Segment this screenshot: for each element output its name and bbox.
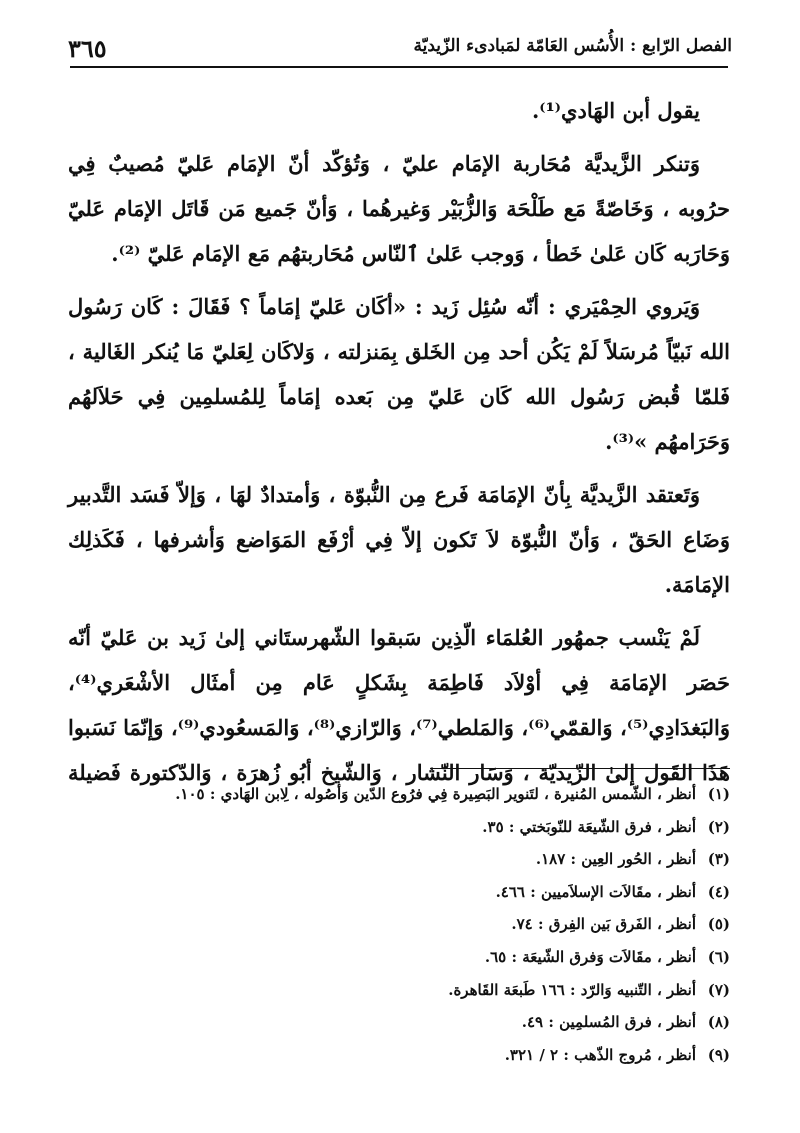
footnote bbox=[68, 778, 730, 811]
footnote-text: أنظر ، الحُور العِين : ١٨٧. bbox=[535, 850, 696, 869]
footnotes bbox=[68, 778, 730, 1071]
footnote-text: أنظر ، التّنبيه وَالرّد : ١٦٦ طَبعَة القَاهرة. bbox=[448, 980, 696, 999]
footnote-text: أنظر ، مُروج الذّهب : ٢ / ٣٢١. bbox=[504, 1045, 696, 1064]
main-text bbox=[68, 88, 730, 795]
footnote-text: أنظر ، فرق المُسلمِين : ٤٩. bbox=[521, 1013, 696, 1032]
footnote-text: أنظر ، مقَالاَت وَفرق الشّيعَة : ٦٥. bbox=[484, 947, 696, 966]
footnote-number: (٧) bbox=[707, 980, 730, 999]
footnote-text: أنظر ، الشّمس المُنيرة ، لتَنوير البَصِيرة فِي فرُوع الدّين وَأصُوله ، لِابن الهَادي : ١٠٥. bbox=[175, 785, 696, 803]
footnote bbox=[68, 843, 730, 876]
page-number: ٣٦٥ bbox=[68, 34, 107, 63]
footnote bbox=[68, 974, 730, 1007]
paragraph: لَمْ يَنْسب جمهُور العُلمَاء الّذِين سَبقوا الشّهرستَاني إلىٰ زَيد بن عَليّ أنّه حَصَر الإمَامَة فِي أوْلاَد فَاطِمَة بِشَكلٍ عَام مِن أمثَال الأشْعَري⁽⁴⁾، وَالبَغدَادِي⁽⁵⁾، وَالقمّي⁽⁶⁾، وَالمَلطي⁽⁷⁾، وَالرّازي⁽⁸⁾، وَالمَسعُودي⁽⁹⁾، وَإنّمَا نَسَبوا هَذَا القَول إلىٰ الزّيديّة ، وَسَار النّشار ، وَالشّيخ أبُو زُهرَة ، وَالدّكتورة فَضيلة bbox=[68, 625, 730, 785]
paragraph: يقول أبن الهَادي⁽¹⁾. bbox=[532, 98, 700, 123]
footnote-number: (٣) bbox=[707, 850, 730, 869]
footnote bbox=[68, 876, 730, 909]
footnote-number: (٩) bbox=[707, 1045, 730, 1064]
running-header bbox=[60, 34, 732, 66]
paragraph: وَتنكر الزَّيديَّة مُحَاربة الإمَام عليّ ، وَتُؤكّد أنّ الإمَام عَليّ مُصيبٌ فِي حرُوبه ، وَخَاصّةً مَع طَلْحَة وَالزُّبَيْر وَغيرهُما ، وَأنّ جَميع مَن قَاتَل الإمَام عَليّ وَحَارَبه كَان عَلىٰ خَطأ ، وَوجب عَلىٰ ٱلنّاس مُحَاربتهُم مَع الإمَام عَليّ ⁽²⁾. bbox=[68, 151, 730, 266]
footnote-rule bbox=[430, 768, 730, 769]
footnote-number: (٤) bbox=[707, 882, 730, 901]
footnote-text: أنظر ، فرق الشّيعَة للنّوبَختي : ٣٥. bbox=[482, 817, 696, 836]
header-rule bbox=[70, 66, 728, 68]
footnote bbox=[68, 941, 730, 974]
paragraph: وَيَروي الحِمْيَري : أنّه سُئِل زَيد : «أكَان عَليّ إمَاماً ؟ فَقَالَ : كَان رَسُول الله نَبيّاً مُرسَلاً لَمْ يَكُن أحد مِن الخَلق بِمَنزلته ، وَلاكَان لِعَليّ مَا يُنكر الغَالية ، فَلمّا قُبض رَسُول الله كَان عَليّ مِن بَعده إمَاماً لِلمُسلمِين فِي حَلاَلهُم وَحَرَامهُم »⁽³⁾. bbox=[68, 294, 730, 454]
footnote-number: (٥) bbox=[707, 915, 730, 934]
footnote-number: (٢) bbox=[707, 817, 730, 836]
footnote bbox=[68, 1006, 730, 1039]
footnote-number: (٨) bbox=[707, 1013, 730, 1032]
footnote bbox=[68, 1039, 730, 1072]
running-title: الفصل الرّابع : الأُسُس العَامّة لمَبادىء الزّيديّة bbox=[413, 36, 732, 56]
footnote-number: (٦) bbox=[707, 947, 730, 966]
footnote-number: (١) bbox=[707, 785, 730, 803]
paragraph: وَتَعتقد الزَّيديَّة بِأنّ الإمَامَة فَرع مِن النُّبوّة ، وَأمتدادٌ لهَا ، وَإلاّ فَسَد التَّدبير وَضَاع الحَقّ ، وَأنّ النُّبوّة لاَ تَكون إلاّ فِي أرْفَع المَوَاضع وَأشرفها ، فَكَذلِك الإمَامَة. bbox=[68, 482, 730, 597]
footnote bbox=[68, 908, 730, 941]
footnote-text: أنظر ، مقَالاَت الإسلاَميين : ٤٦٦. bbox=[495, 882, 696, 901]
footnote bbox=[68, 811, 730, 844]
footnote-text: أنظر ، الفَرق بَين الفِرق : ٧٤. bbox=[511, 915, 696, 934]
